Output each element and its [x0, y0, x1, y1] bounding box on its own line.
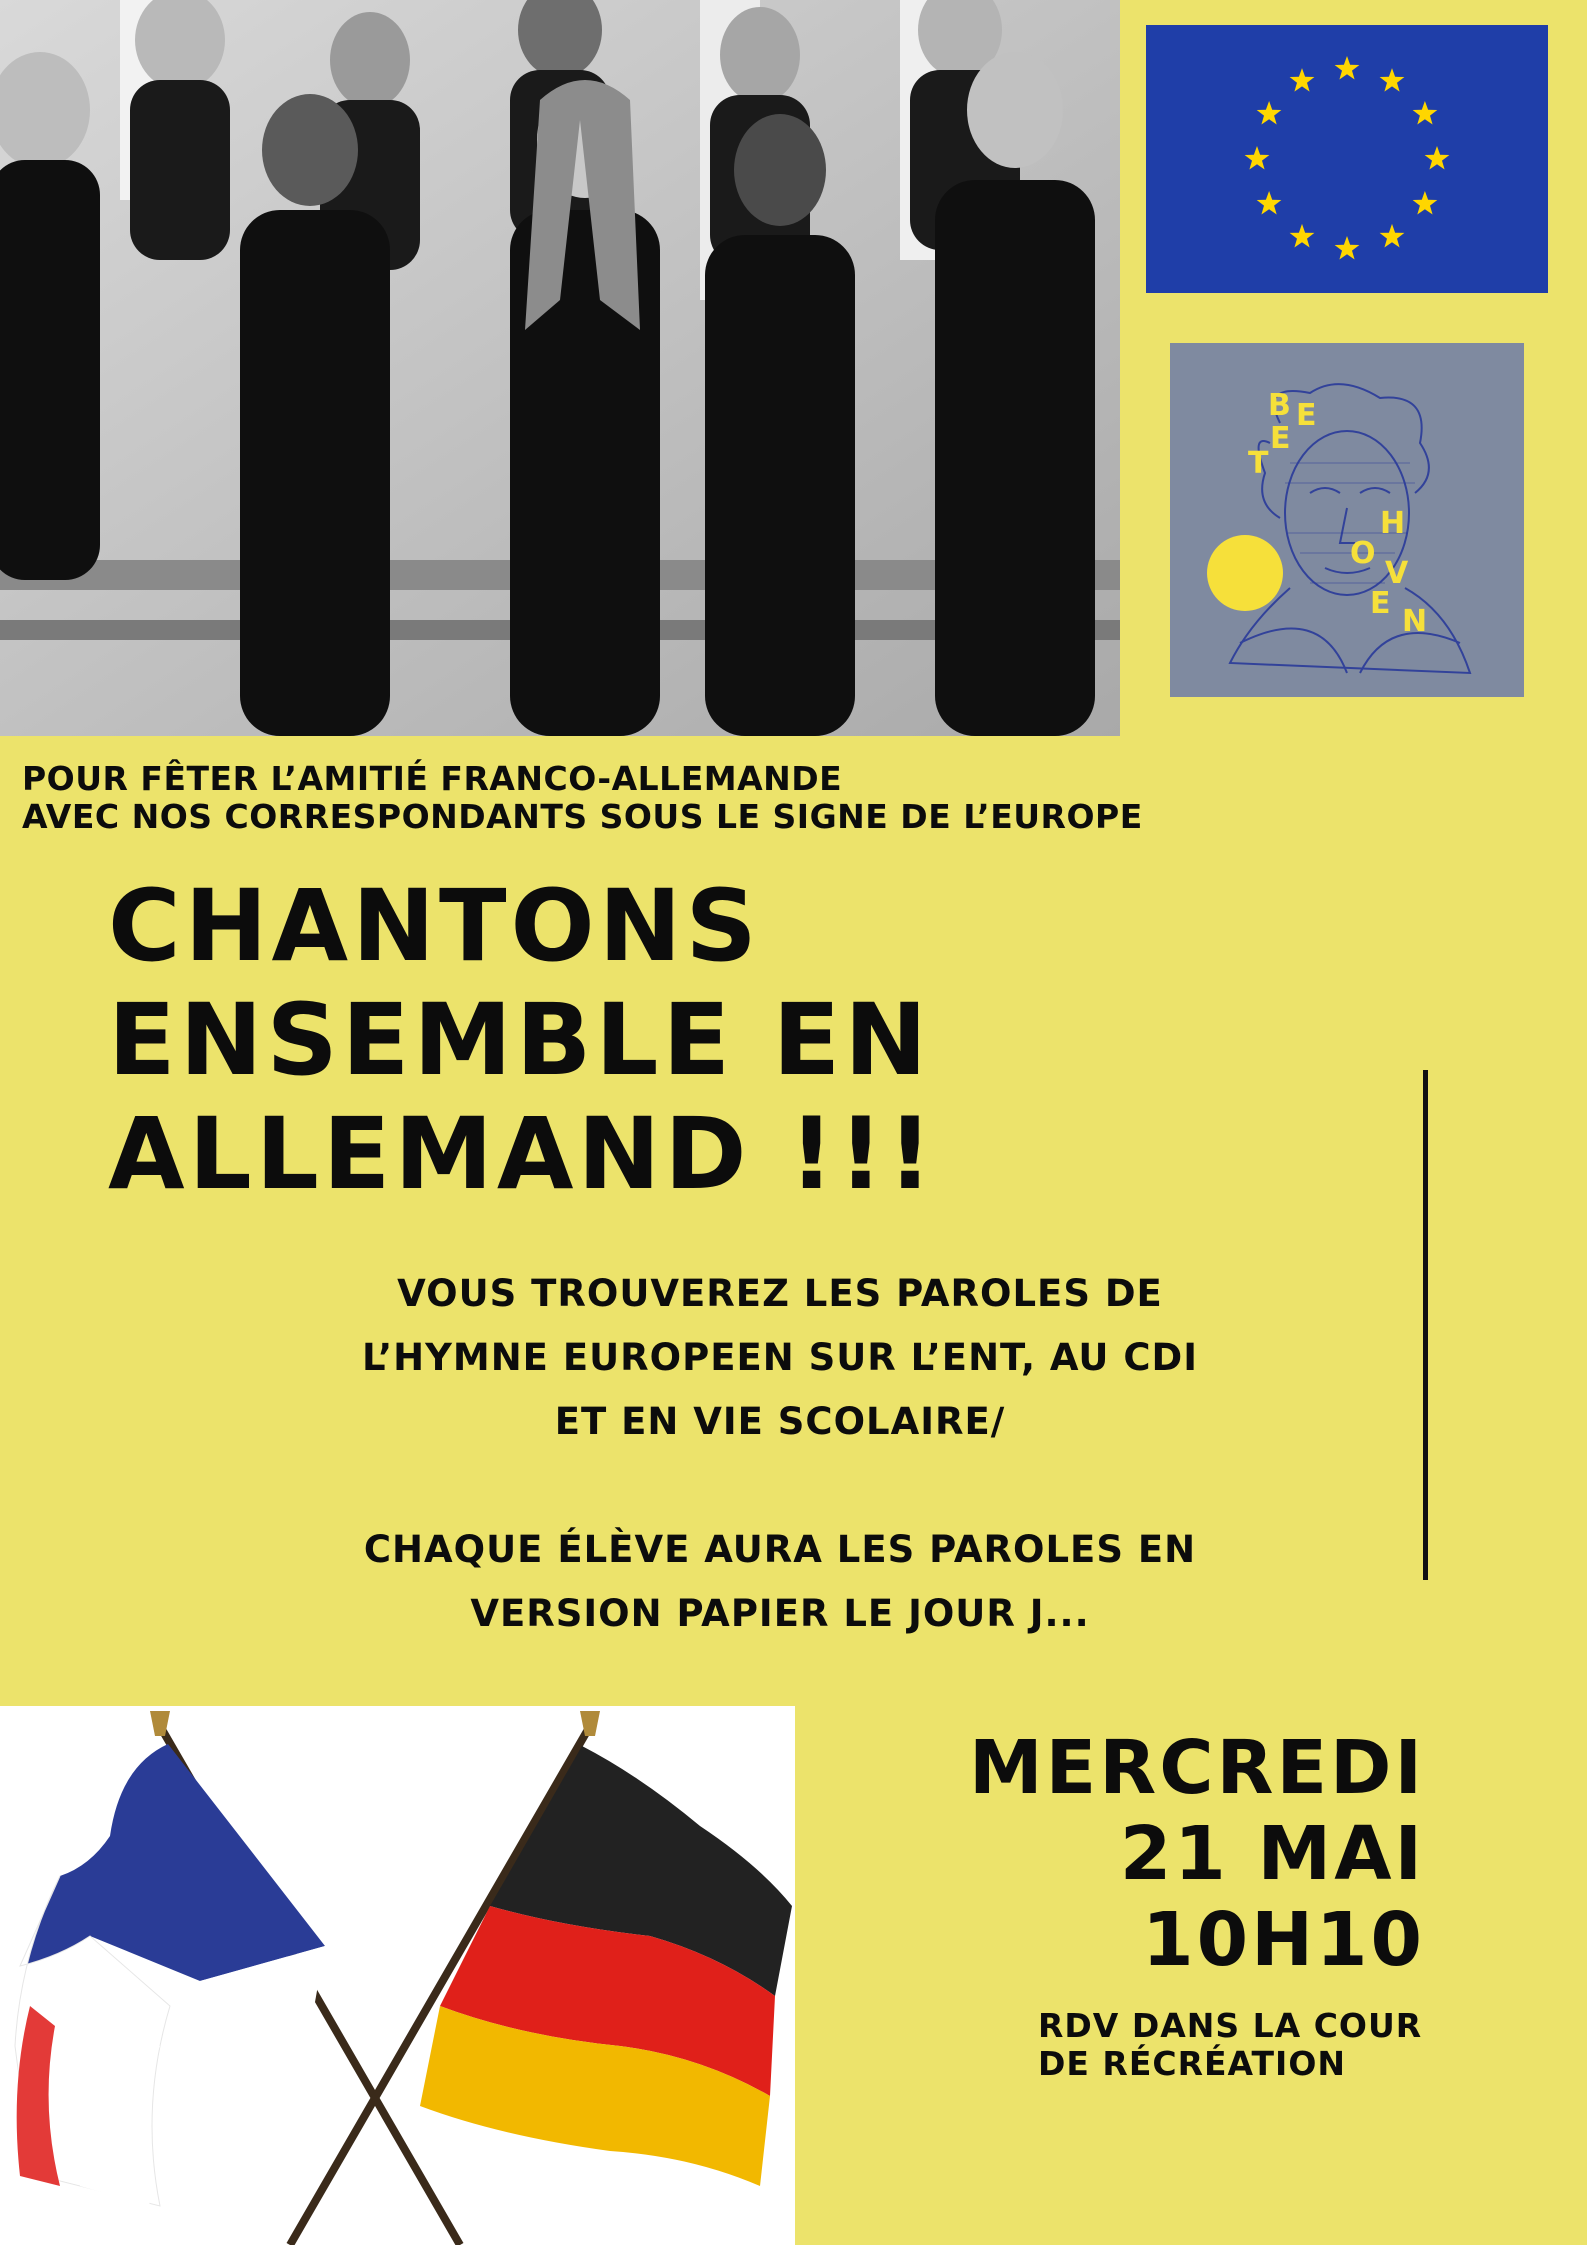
event-date-value: 21 MAI: [1119, 1811, 1425, 1897]
crossed-flags-icon: [0, 1706, 795, 2245]
rdv-line-1: RDV DANS LA COUR: [1038, 2006, 1423, 2045]
eu-flag-icon: [1146, 25, 1548, 293]
vertical-divider: [1423, 1070, 1428, 1580]
info-line: CHAQUE ÉLÈVE AURA LES PAROLES EN: [363, 1528, 1197, 1571]
album-letter: B: [1268, 388, 1291, 423]
album-letter: O: [1350, 536, 1376, 571]
album-letter: T: [1248, 446, 1269, 481]
intro-text: [22, 760, 1143, 836]
event-time: 10H10: [1142, 1897, 1425, 1983]
album-letter: V: [1385, 556, 1409, 591]
meeting-place: [1038, 2007, 1422, 2083]
title-line-1: CHANTONS: [108, 869, 761, 984]
info-line: ET EN VIE SCOLAIRE/: [554, 1400, 1006, 1443]
album-letter: E: [1370, 586, 1391, 621]
beethoven-portrait-icon: [1170, 343, 1524, 697]
info-line: VERSION PAPIER LE JOUR J...: [470, 1592, 1090, 1635]
title-line-3: ALLEMAND !!!: [108, 1097, 937, 1212]
event-date: [880, 1725, 1425, 1983]
intro-line-1: POUR FÊTER L’AMITIÉ FRANCO-ALLEMANDE: [22, 759, 843, 798]
album-letter: N: [1402, 604, 1428, 639]
info-line: L’HYMNE EUROPEEN SUR L’ENT, AU CDI: [362, 1336, 1198, 1379]
info-line: VOUS TROUVEREZ LES PAROLES DE: [397, 1272, 1163, 1315]
album-letter: E: [1296, 398, 1317, 433]
info-text: [330, 1262, 1230, 1646]
choir-photo: [0, 0, 1120, 736]
title-line-2: ENSEMBLE EN: [108, 983, 932, 1098]
album-letter: H: [1380, 506, 1406, 541]
intro-line-2: AVEC NOS CORRESPONDANTS SOUS LE SIGNE DE L’EUROPE: [22, 797, 1143, 836]
page-title: [108, 870, 937, 1212]
event-day: MERCREDI: [969, 1725, 1425, 1811]
rdv-line-2: DE RÉCRÉATION: [1038, 2044, 1346, 2083]
album-letter: E: [1270, 421, 1291, 456]
